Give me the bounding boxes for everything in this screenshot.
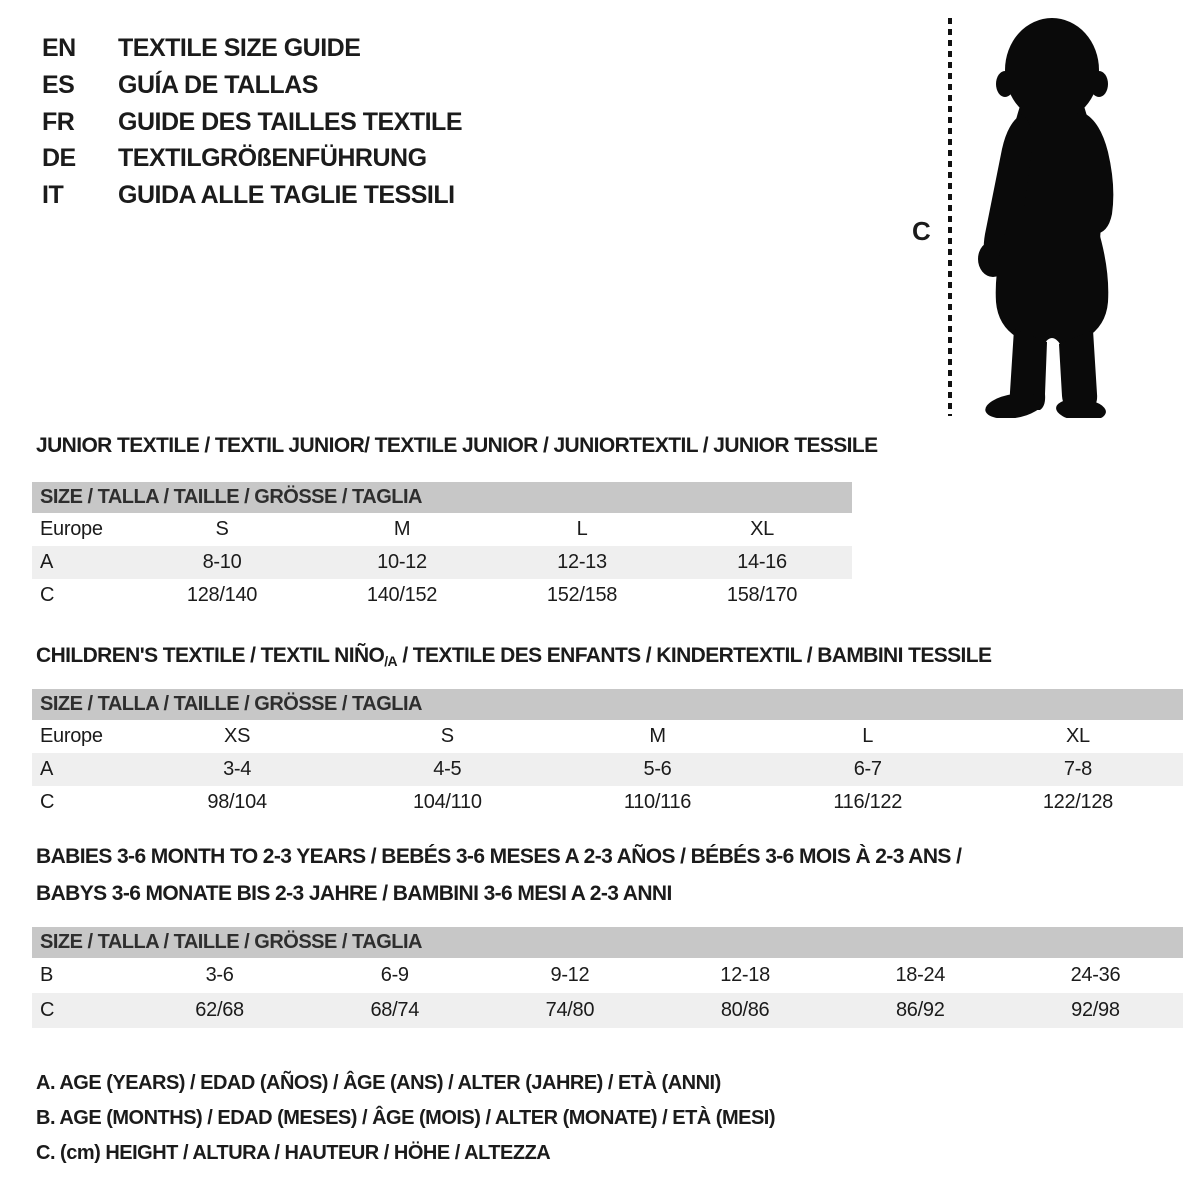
row-label: C — [40, 999, 55, 1021]
table-row — [32, 579, 852, 612]
table-cell: 62/68 — [195, 999, 244, 1021]
table-cell: 104/110 — [412, 791, 482, 813]
size-header-bar: SIZE / TALLA / TAILLE / GRÖSSE / TAGLIA — [32, 927, 1183, 958]
table-cell: L — [576, 518, 588, 540]
table-cell: 86/92 — [895, 999, 945, 1021]
table-cell: 74/80 — [545, 999, 595, 1021]
table-row — [32, 720, 1183, 753]
table-cell: M — [649, 725, 666, 747]
table-cell: 116/122 — [833, 791, 903, 813]
footnote-age-months: B. AGE (MONTHS) / EDAD (MESES) / ÂGE (MOIS) / ALTER (MONATE) / ETÀ (MESI) — [36, 1107, 776, 1129]
table-cell: 14-16 — [737, 551, 787, 573]
babies-section-title-line1: BABIES 3-6 MONTH TO 2-3 YEARS / BEBÉS 3-6 MESES A 2-3 AÑOS / BÉBÉS 3-6 MOIS À 2-3 ANS / — [36, 845, 962, 868]
table-cell: 92/98 — [1071, 999, 1120, 1021]
table-cell: XS — [224, 725, 251, 747]
height-measure-label: C — [912, 216, 931, 246]
row-label: C — [40, 791, 55, 813]
row-label: B — [40, 964, 54, 986]
table-cell: 3-4 — [223, 758, 252, 780]
toddler-silhouette-icon — [960, 14, 1140, 418]
table-cell: 6-9 — [380, 964, 409, 986]
legend-footnotes — [36, 1066, 775, 1171]
row-label: A — [40, 551, 54, 573]
junior-size-table — [32, 482, 852, 612]
table-cell: 80/86 — [720, 999, 770, 1021]
size-header-bar: SIZE / TALLA / TAILLE / GRÖSSE / TAGLIA — [32, 482, 852, 513]
children-section-title — [36, 644, 991, 669]
table-cell: XL — [750, 518, 774, 540]
children-size-table — [32, 689, 1183, 819]
table-row — [32, 513, 852, 546]
table-cell: 5-6 — [643, 758, 672, 780]
table-cell: 122/128 — [1042, 791, 1114, 813]
table-cell: L — [862, 725, 874, 747]
table-row — [32, 546, 852, 579]
row-label: Europe — [40, 518, 103, 540]
language-code: EN — [42, 34, 76, 62]
children-title-pre: CHILDREN'S TEXTILE / TEXTIL NIÑO — [36, 644, 385, 667]
footnote-age-years: A. AGE (YEARS) / EDAD (AÑOS) / ÂGE (ANS) / ALTER (JAHRE) / ETÀ (ANNI) — [36, 1072, 721, 1094]
table-cell: 7-8 — [1063, 758, 1092, 780]
table-cell: 10-12 — [377, 551, 427, 573]
language-title: TEXTILE SIZE GUIDE — [118, 34, 361, 62]
language-title: GUÍA DE TALLAS — [118, 70, 318, 99]
babies-size-table — [32, 927, 1183, 1028]
children-title-subscript: /A — [384, 653, 398, 669]
table-cell: 98/104 — [207, 791, 267, 813]
table-cell: 18-24 — [895, 964, 946, 986]
row-label: A — [40, 758, 54, 780]
language-code: DE — [42, 144, 76, 173]
language-title: TEXTILGRÖßENFÜHRUNG — [118, 144, 427, 173]
row-label: Europe — [40, 725, 103, 747]
table-cell: 110/116 — [623, 791, 692, 813]
table-row — [32, 753, 1183, 786]
table-cell: 68/74 — [370, 999, 420, 1021]
table-cell: S — [440, 725, 454, 747]
footnote-height-cm: C. (cm) HEIGHT / ALTURA / HAUTEUR / HÖHE / ALTEZZA — [36, 1142, 551, 1164]
table-cell: XL — [1065, 725, 1090, 747]
language-title: GUIDE DES TAILLES TEXTILE — [118, 107, 463, 136]
row-label: C — [40, 584, 55, 606]
language-code: ES — [42, 70, 75, 99]
height-figure — [0, 0, 1200, 430]
language-code: IT — [42, 181, 64, 209]
table-cell: 140/152 — [366, 584, 438, 606]
table-cell: S — [215, 518, 229, 540]
table-cell: 12-13 — [557, 551, 607, 573]
table-row — [32, 958, 1183, 993]
table-row — [32, 993, 1183, 1028]
table-row — [32, 786, 1183, 819]
table-cell: 12-18 — [720, 964, 770, 986]
table-cell: 4-5 — [433, 758, 462, 780]
table-cell: 6-7 — [853, 758, 882, 780]
babies-section-title-line2: BABYS 3-6 MONATE BIS 2-3 JAHRE / BAMBINI 3-6 MESI A 2-3 ANNI — [36, 882, 672, 905]
height-measure-dashed-line — [948, 18, 952, 416]
table-cell: 128/140 — [186, 584, 258, 606]
table-cell: 8-10 — [202, 551, 242, 573]
table-cell: 9-12 — [550, 964, 590, 986]
language-title: GUIDA ALLE TAGLIE TESSILI — [118, 181, 455, 209]
table-cell: 3-6 — [205, 964, 234, 986]
table-cell: M — [393, 518, 411, 540]
size-header-bar: SIZE / TALLA / TAILLE / GRÖSSE / TAGLIA — [32, 689, 1183, 720]
table-cell: 158/170 — [726, 584, 798, 606]
table-cell: 152/158 — [546, 584, 618, 606]
children-title-post: / TEXTILE DES ENFANTS / KINDERTEXTIL / BAMBINI TESSILE — [397, 644, 992, 667]
table-cell: 24-36 — [1070, 964, 1121, 986]
junior-section-title: JUNIOR TEXTILE / TEXTIL JUNIOR/ TEXTILE JUNIOR / JUNIORTEXTIL / JUNIOR TESSILE — [36, 434, 878, 457]
language-code: FR — [42, 107, 75, 136]
